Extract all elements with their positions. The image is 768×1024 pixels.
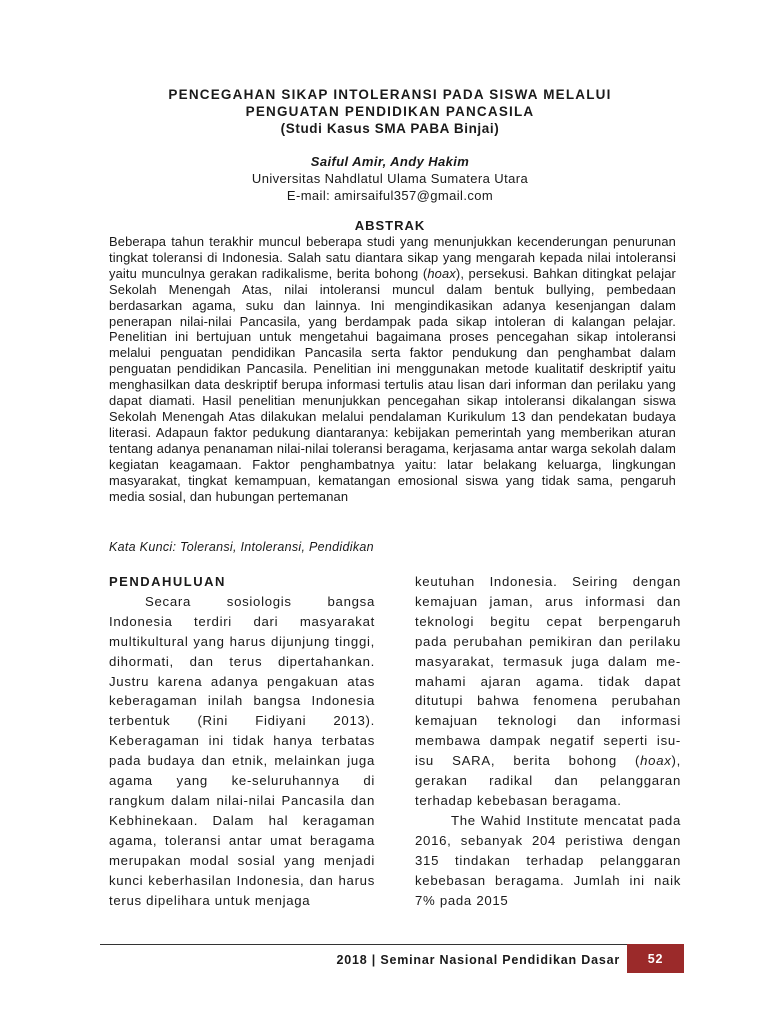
page-number-badge: 52 bbox=[627, 944, 684, 973]
abstract-text-part-1: Beberapa tahun terakhir muncul beberapa studi yang menunjukkan kecenderungan penurunan tingkat toleransi di Indonesia. Salah satu diantara sikap yang mengarah kepada nilai intoleransi yaitu munculnya gerakan radikalisme, berita bohong ( bbox=[109, 234, 676, 281]
author-names: Saiful Amir, Andy Hakim bbox=[310, 154, 470, 169]
abstract-heading: ABSTRAK bbox=[354, 218, 426, 233]
abstract-paragraph bbox=[109, 234, 676, 504]
right-column bbox=[415, 572, 681, 910]
intro-paragraph-right-1 bbox=[415, 572, 681, 811]
abstract-body bbox=[109, 234, 676, 504]
intro-paragraph-left: Secara sosiologis bangsa Indonesia terdiri dari masyarakat multikultural yang harus dijunjung tinggi, dihormati, dan terus dipertahankan. Justru karena adanya pengakuan atas keberagaman inilah bangsa Indonesia terbentuk (Rini Fidiyani 2013). Keberagaman ini tidak hanya terbatas pada budaya dan etnik, melainkan juga agama yang ke-seluruhannya di rangkum dalam nilai-nilai Pancasila dan Kebhinekaan. Dalam hal keragaman agama, toleransi antar umat beragama merupakan modal sosial yang menjadi kunci keberhasilan Indonesia, dan harus terus dipelihara untuk menjaga bbox=[109, 593, 375, 908]
abstract-text-part-2: ), persekusi. Bahkan ditingkat pelajar Sekolah Menengah Atas, nilai intoleransi muncul dalam bentuk bullying, pembedaan berdasarkan agama, suku dan lainnya. Ini mengindikasikan adanya kesenjangan dalam penerapan nilai-nilai Pancasila, yang berdampak pada sikap intoleran di kalangan pelajar. Penelitian ini bertujuan untuk mengetahui bagaimana proses pencegahan sikap intoleransi melalui penguatan pendidikan Pancasila serta faktor pendukung dan penghambat dalam penguatan pendidikan Pancasila. Penelitian ini menggunakan metode kualitatif deskriptif yaitu menghasilkan data deskriptif berupa informasi tertulis atau lisan dari informan dan perilaku yang dapat diamati. Hasil penelitian menunjukkan pencegahan sikap intoleransi dikalangan siswa Sekolah Menengah Atas dilakukan melalui pendalaman Kurikulum 13 dan pendekatan budaya literasi. Adapaun faktor pedukung diantaranya: kebijakan pemerintah yang memberikan aturan tentang adanya penanaman nilai-nilai toleransi beragama, kerjasama antar warga sekolah dalam kegiatan keagamaan. Faktor penghambatnya yaitu: latar belakang keluarga, lingkungan masyarakat, tingkat kemampuan, kematangan emosional siswa yang tidak sama, pengaruh media sosial, dan hubungan pertemanan bbox=[109, 265, 677, 504]
keywords-line: Kata Kunci: Toleransi, Intoleransi, Pendidikan bbox=[109, 540, 374, 554]
author-block bbox=[100, 153, 680, 204]
left-column bbox=[109, 572, 375, 910]
footer-conference-label: 2018 | Seminar Nasional Pendidikan Dasar bbox=[336, 953, 620, 967]
title-subtitle: (Studi Kasus SMA PABA Binjai) bbox=[280, 121, 500, 136]
footer-divider bbox=[100, 944, 628, 945]
author-affiliation: Universitas Nahdlatul Ulama Sumatera Utara bbox=[251, 171, 529, 186]
right-text-part-2: ), gerakan radikal dan pelanggaran terhadap kebebasan beragama. bbox=[415, 753, 681, 808]
right-text-part-1: keutuhan Indonesia. Seiring dengan kemajuan jaman, arus informasi dan teknologi begitu cepat berpengaruh pada perubahan pemikiran dan perilaku masyarakat, termasuk juga dalam me-mahami ajaran agama. tidak dapat ditutupi bahwa fenomena perubahan kemajuan teknologi dan informasi membawa dampak negatif seperti isu-isu SARA, berita bohong ( bbox=[415, 574, 681, 769]
section-heading-pendahuluan: PENDAHULUAN bbox=[109, 574, 226, 589]
title-line-1: PENCEGAHAN SIKAP INTOLERANSI PADA SISWA MELALUI bbox=[168, 87, 612, 102]
author-email: E-mail: amirsaiful357@gmail.com bbox=[286, 188, 494, 203]
paper-title bbox=[100, 86, 680, 137]
abstract-hoax-term: hoax bbox=[427, 265, 456, 281]
right-hoax-term: hoax bbox=[640, 753, 672, 769]
intro-paragraph-right-2: The Wahid Institute mencatat pada 2016, sebanyak 204 peristiwa dengan 315 tindakan terhadap pelanggaran kebebasan beragama. Jumlah ini naik 7% pada 2015 bbox=[415, 812, 681, 908]
title-line-2: PENGUATAN PENDIDIKAN PANCASILA bbox=[245, 104, 535, 119]
